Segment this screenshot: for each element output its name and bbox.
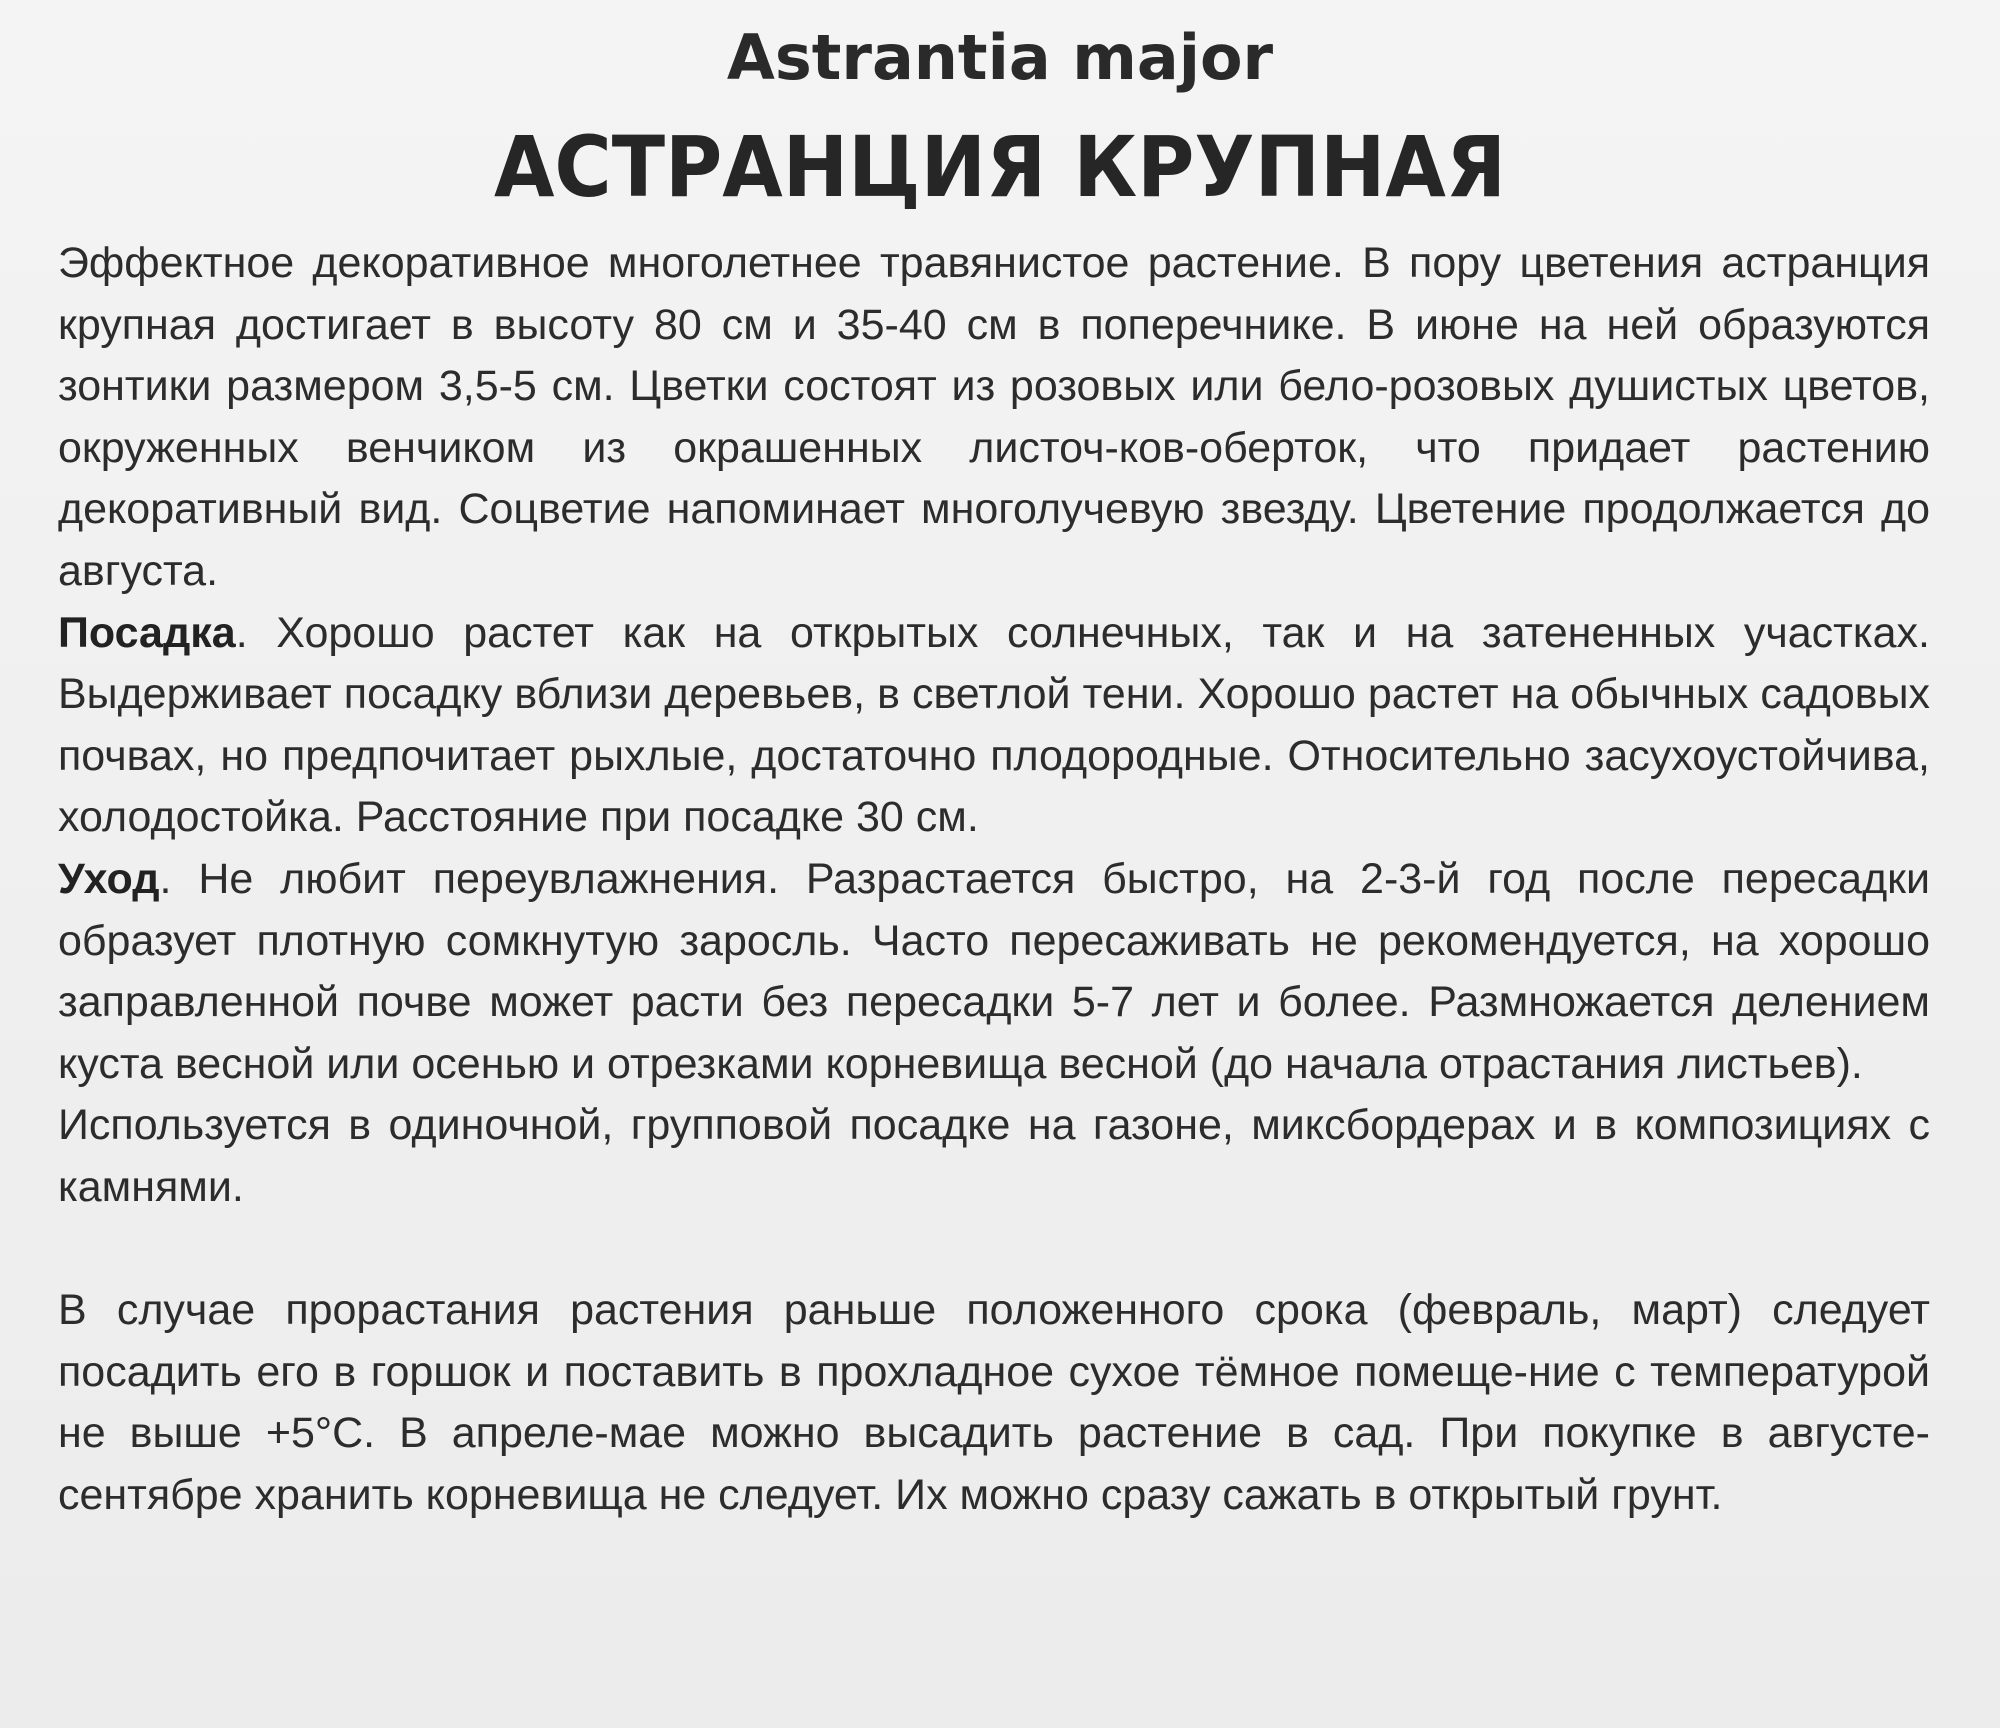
- planting-paragraph: [58, 603, 1930, 849]
- description-block: [58, 233, 1930, 1526]
- usage-paragraph: Используется в одиночной, групповой посадке на газоне, миксбордерах и в композициях с камнями.: [58, 1101, 1930, 1211]
- russian-title: АСТРАНЦИЯ КРУПНАЯ: [493, 118, 1507, 216]
- storage-note-paragraph: В случае прорастания растения раньше положенного срока (февраль, март) следует посадить его в горшок и поставить в прохладное сухое тёмное помеще-ние с температурой не выше +5°С. В апреле-мае можно высадить растение в сад. При покупке в августе-сентябре хранить корневища не следует. Их можно сразу сажать в открытый грунт.: [58, 1286, 1930, 1519]
- care-paragraph: [58, 849, 1930, 1095]
- description-paragraph: Эффектное декоративное многолетнее травянистое растение. В пору цветения астранция крупная достигает в высоту 80 см и 35-40 см в поперечнике. В июне на ней образуются зонтики размером 3,5-5 см. Цветки состоят из розовых или бело-розовых душистых цветов, окруженных венчиком из окрашенных листоч-ков-оберток, что придает растению декоративный вид. Соцветие напоминает многолучевую звезду. Цветение продолжается до августа.: [58, 239, 1930, 595]
- care-heading: Уход: [58, 854, 160, 903]
- planting-heading: Посадка: [58, 608, 236, 657]
- latin-title: Astrantia major: [726, 21, 1274, 94]
- planting-text: . Хорошо растет как на открытых солнечных, так и на затененных участках. Выдерживает посадку вблизи деревьев, в светлой тени. Хорошо растет на обычных садовых почвах, но предпочитает рыхлые, достаточно плодородные. Относительно засухоустойчива, холодостойка. Расстояние при посадке 30 см.: [58, 608, 1930, 842]
- paragraph-spacer: [58, 1219, 1930, 1281]
- care-text: . Не любит переувлажнения. Разрастается быстро, на 2-3-й год после пересадки образует плотную сомкнутую заросль. Часто пересаживать не рекомендуется, на хорошо заправленной почве может расти без пересадки 5-7 лет и более. Размножается делением куста весной или осенью и отрезками корневища весной (до начала отрастания листьев).: [58, 854, 1930, 1088]
